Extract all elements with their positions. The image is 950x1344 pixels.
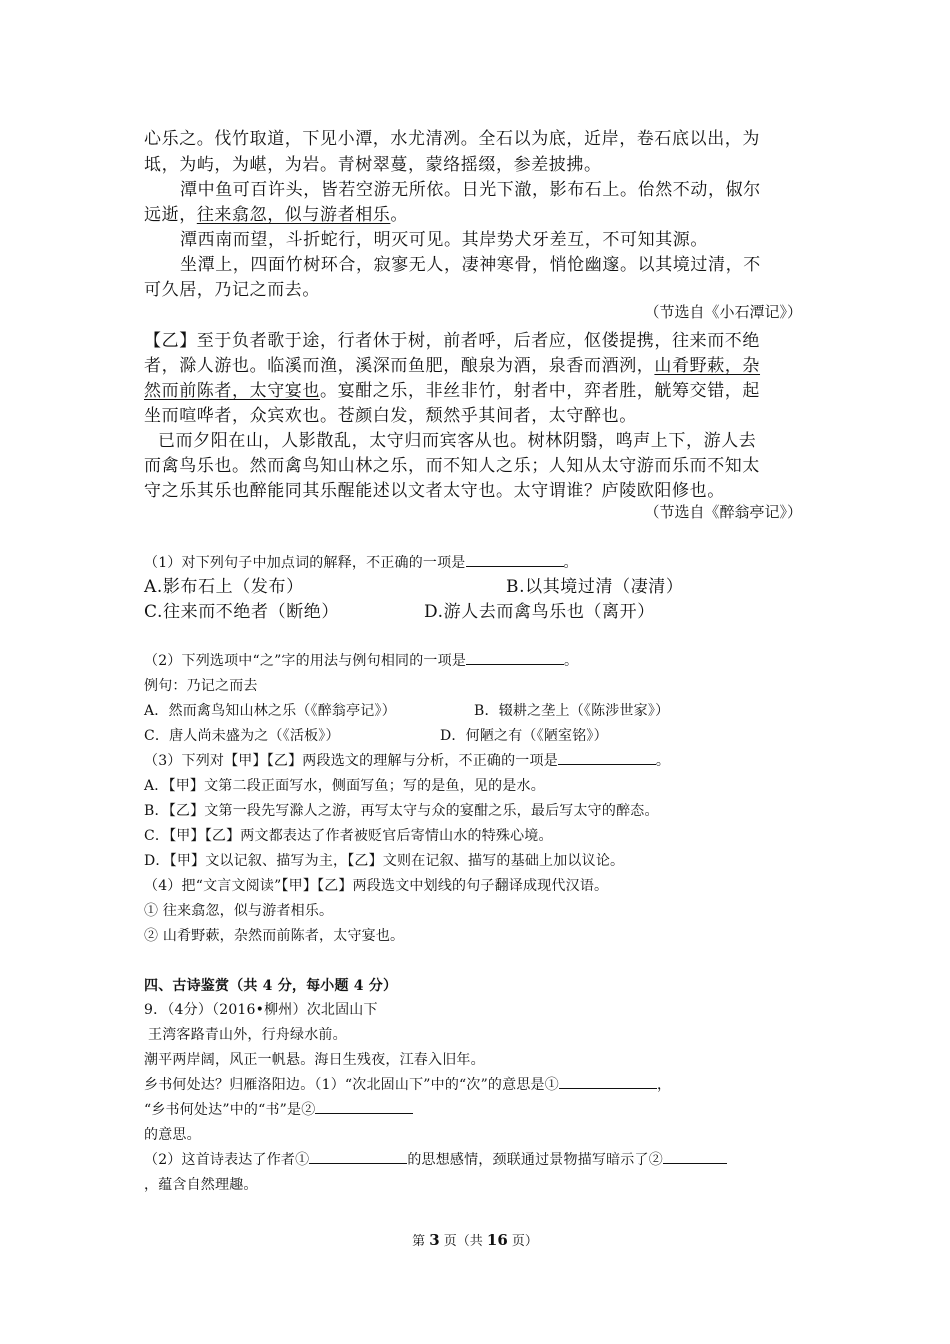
yi-line5: 已而夕阳在山，人影散乱，太守归而宾客从也。树林阴翳，鸣声上下，游人去 — [158, 431, 757, 451]
poem-line2: 潮平两岸阔，风正一帆悬。海日生残夜，江春入旧年。 — [144, 1052, 485, 1068]
q2-option-a: A．然而禽鸟知山林之乐（《醉翁亭记》） — [144, 703, 396, 719]
q1-option-b: B.以其境过清（凄清） — [506, 577, 684, 597]
page-footer — [0, 1230, 950, 1249]
jia-p4-line1: 坐潭上，四面竹树环合，寂寥无人，凄神寒骨，悄怆幽邃。以其境过清，不 — [180, 255, 761, 275]
jia-p2-line1: 潭中鱼可百许头，皆若空游无所依。日光下澈，影布石上。佁然不动，俶尔 — [180, 180, 761, 200]
yi-underlined-part1: 山肴野蔌，杂 — [654, 356, 761, 376]
yi-line1: 【乙】至于负者歌于途，行者休于树，前者呼，后者应，伛偻提携，往来而不绝 — [144, 331, 760, 351]
q4-sentence-2: ② 山肴野蔌，杂然而前陈者，太守宴也。 — [144, 928, 405, 944]
yi-line4: 坐而喧哗者，众宾欢也。苍颜白发，颓然乎其间者，太守醉也。 — [144, 406, 637, 426]
q2-option-d: D．何陋之有（《陋室铭》） — [440, 728, 608, 744]
yi-line3-text: 。宴酣之乐，非丝非竹，射者中，弈者胜，觥筹交错，起 — [320, 381, 760, 401]
q3-option-d: D．【甲】文以记叙、描写为主，【乙】文则在记叙、描写的基础上加以议论。 — [144, 853, 625, 869]
section4-title: 四、古诗鉴赏（共 4 分，每小题 4 分） — [144, 978, 398, 994]
q9-blank-2 — [315, 1099, 413, 1114]
poem-line3-text: 乡书何处达？归雁洛阳边。（1）“次北固山下”中的“次”的意思是① — [144, 1077, 559, 1093]
q3-option-a: A．【甲】文第二段正面写水，侧面写鱼；写的是鱼，见的是水。 — [144, 778, 545, 794]
q9-part2-text-a: （2）这首诗表达了作者① — [144, 1152, 310, 1168]
poem-line3-end: ， — [656, 1077, 672, 1093]
q1-stem-text: （1）对下列句子中加点词的解释，不正确的一项是 — [144, 555, 466, 571]
q9-blank-3 — [309, 1149, 407, 1164]
q9-blank-1 — [559, 1074, 657, 1089]
q3-stem — [144, 750, 670, 770]
jia-p3: 潭西南而望，斗折蛇行，明灭可见。其岸势犬牙差互，不可知其源。 — [180, 230, 708, 250]
q2-stem — [144, 650, 578, 670]
q3-option-b: B．【乙】文第一段先写滁人之游，再写太守与众的宴酣之乐，最后写太守的醉态。 — [144, 803, 659, 819]
q9-part2 — [144, 1149, 727, 1169]
jia-p1-line1: 心乐之。伐竹取道，下见小潭，水尤清冽。全石以为底，近岸，卷石底以出，为 — [144, 129, 760, 149]
jia-p2-line2 — [144, 200, 408, 225]
poem-line4 — [144, 1099, 413, 1119]
q1-answer-blank — [466, 552, 564, 567]
q1-stem — [144, 552, 578, 572]
q4-sentence-1: ① 往来翕忽，似与游者相乐。 — [144, 903, 334, 919]
q4-stem: （4）把“文言文阅读”【甲】【乙】两段选文中划线的句子翻译成现代汉语。 — [144, 878, 609, 894]
footer-total-pages: 16 — [486, 1231, 508, 1249]
q1-stem-end: 。 — [563, 555, 578, 571]
jia-underlined-sentence: 往来翕忽，似与游者相乐 — [196, 205, 391, 225]
yi-underlined-part2: 然而前陈者，太守宴也 — [144, 381, 320, 401]
q3-answer-blank — [558, 750, 656, 765]
jia-p2-line2-text: 远逝， — [144, 205, 197, 225]
q3-stem-end: 。 — [655, 753, 671, 769]
yi-line3 — [144, 376, 760, 401]
q2-stem-end: 。 — [564, 653, 579, 669]
poem-line3 — [144, 1074, 671, 1094]
footer-suffix: 页） — [507, 1234, 538, 1249]
q2-answer-blank — [466, 650, 564, 665]
q1-option-d: D.游人去而禽鸟乐也（离开） — [424, 602, 655, 622]
poem-line5: 的意思。 — [144, 1127, 201, 1143]
yi-line2-text: 者，滁人游也。临溪而渔，溪深而鱼肥，酿泉为酒，泉香而酒洌， — [144, 356, 655, 376]
jia-p1-line2: 坻，为屿，为嵁，为岩。青树翠蔓，蒙络摇缀，参差披拂。 — [144, 155, 602, 175]
q2-option-b: B．辍耕之垄上（《陈涉世家》） — [474, 703, 670, 719]
q2-option-c: C．唐人尚未盛为之（《活板》） — [144, 728, 340, 744]
q9-blank-4 — [663, 1149, 727, 1164]
footer-middle: 页（共 — [439, 1234, 487, 1249]
poem-line4-text: “乡书何处达”中的“书”是② — [144, 1102, 316, 1118]
jia-source: （节选自《小石潭记》） — [644, 303, 802, 321]
q3-stem-text: （3）下列对【甲】【乙】两段选文的理解与分析，不正确的一项是 — [144, 753, 558, 769]
jia-p2-line2-end: 。 — [390, 205, 409, 225]
q2-stem-text: （2）下列选项中“之”字的用法与例句相同的一项是 — [144, 653, 467, 669]
q9-part2-text-b: 的思想感情，颈联通过景物描写暗示了② — [407, 1152, 663, 1168]
jia-p4-line2: 可久居，乃记之而去。 — [144, 280, 320, 300]
q1-option-c: C.往来而不绝者（断绝） — [144, 602, 340, 622]
yi-line6: 而禽鸟乐也。然而禽鸟知山林之乐，而不知人之乐；人知从太守游而乐而不知太 — [144, 456, 760, 476]
q3-option-c: C．【甲】【乙】两文都表达了作者被贬官后寄情山水的特殊心境。 — [144, 828, 553, 844]
q9-heading: 9．（4分）（2016•柳州）次北固山下 — [144, 1002, 378, 1018]
q1-option-a: A.影布石上（发布） — [144, 577, 304, 597]
yi-line7: 守之乐其乐也醉能同其乐醒能述以文者太守也。太守谓谁？庐陵欧阳修也。 — [144, 481, 725, 501]
poem-line1: 王湾客路青山外，行舟绿水前。 — [148, 1027, 347, 1043]
q9-part2-end: ，蕴含自然理趣。 — [144, 1177, 258, 1193]
q2-example: 例句：乃记之而去 — [144, 678, 258, 694]
yi-line2 — [144, 351, 760, 376]
footer-prefix: 第 — [412, 1234, 430, 1249]
footer-page-number: 3 — [429, 1231, 440, 1249]
yi-source: （节选自《醉翁亭记》） — [644, 503, 802, 521]
